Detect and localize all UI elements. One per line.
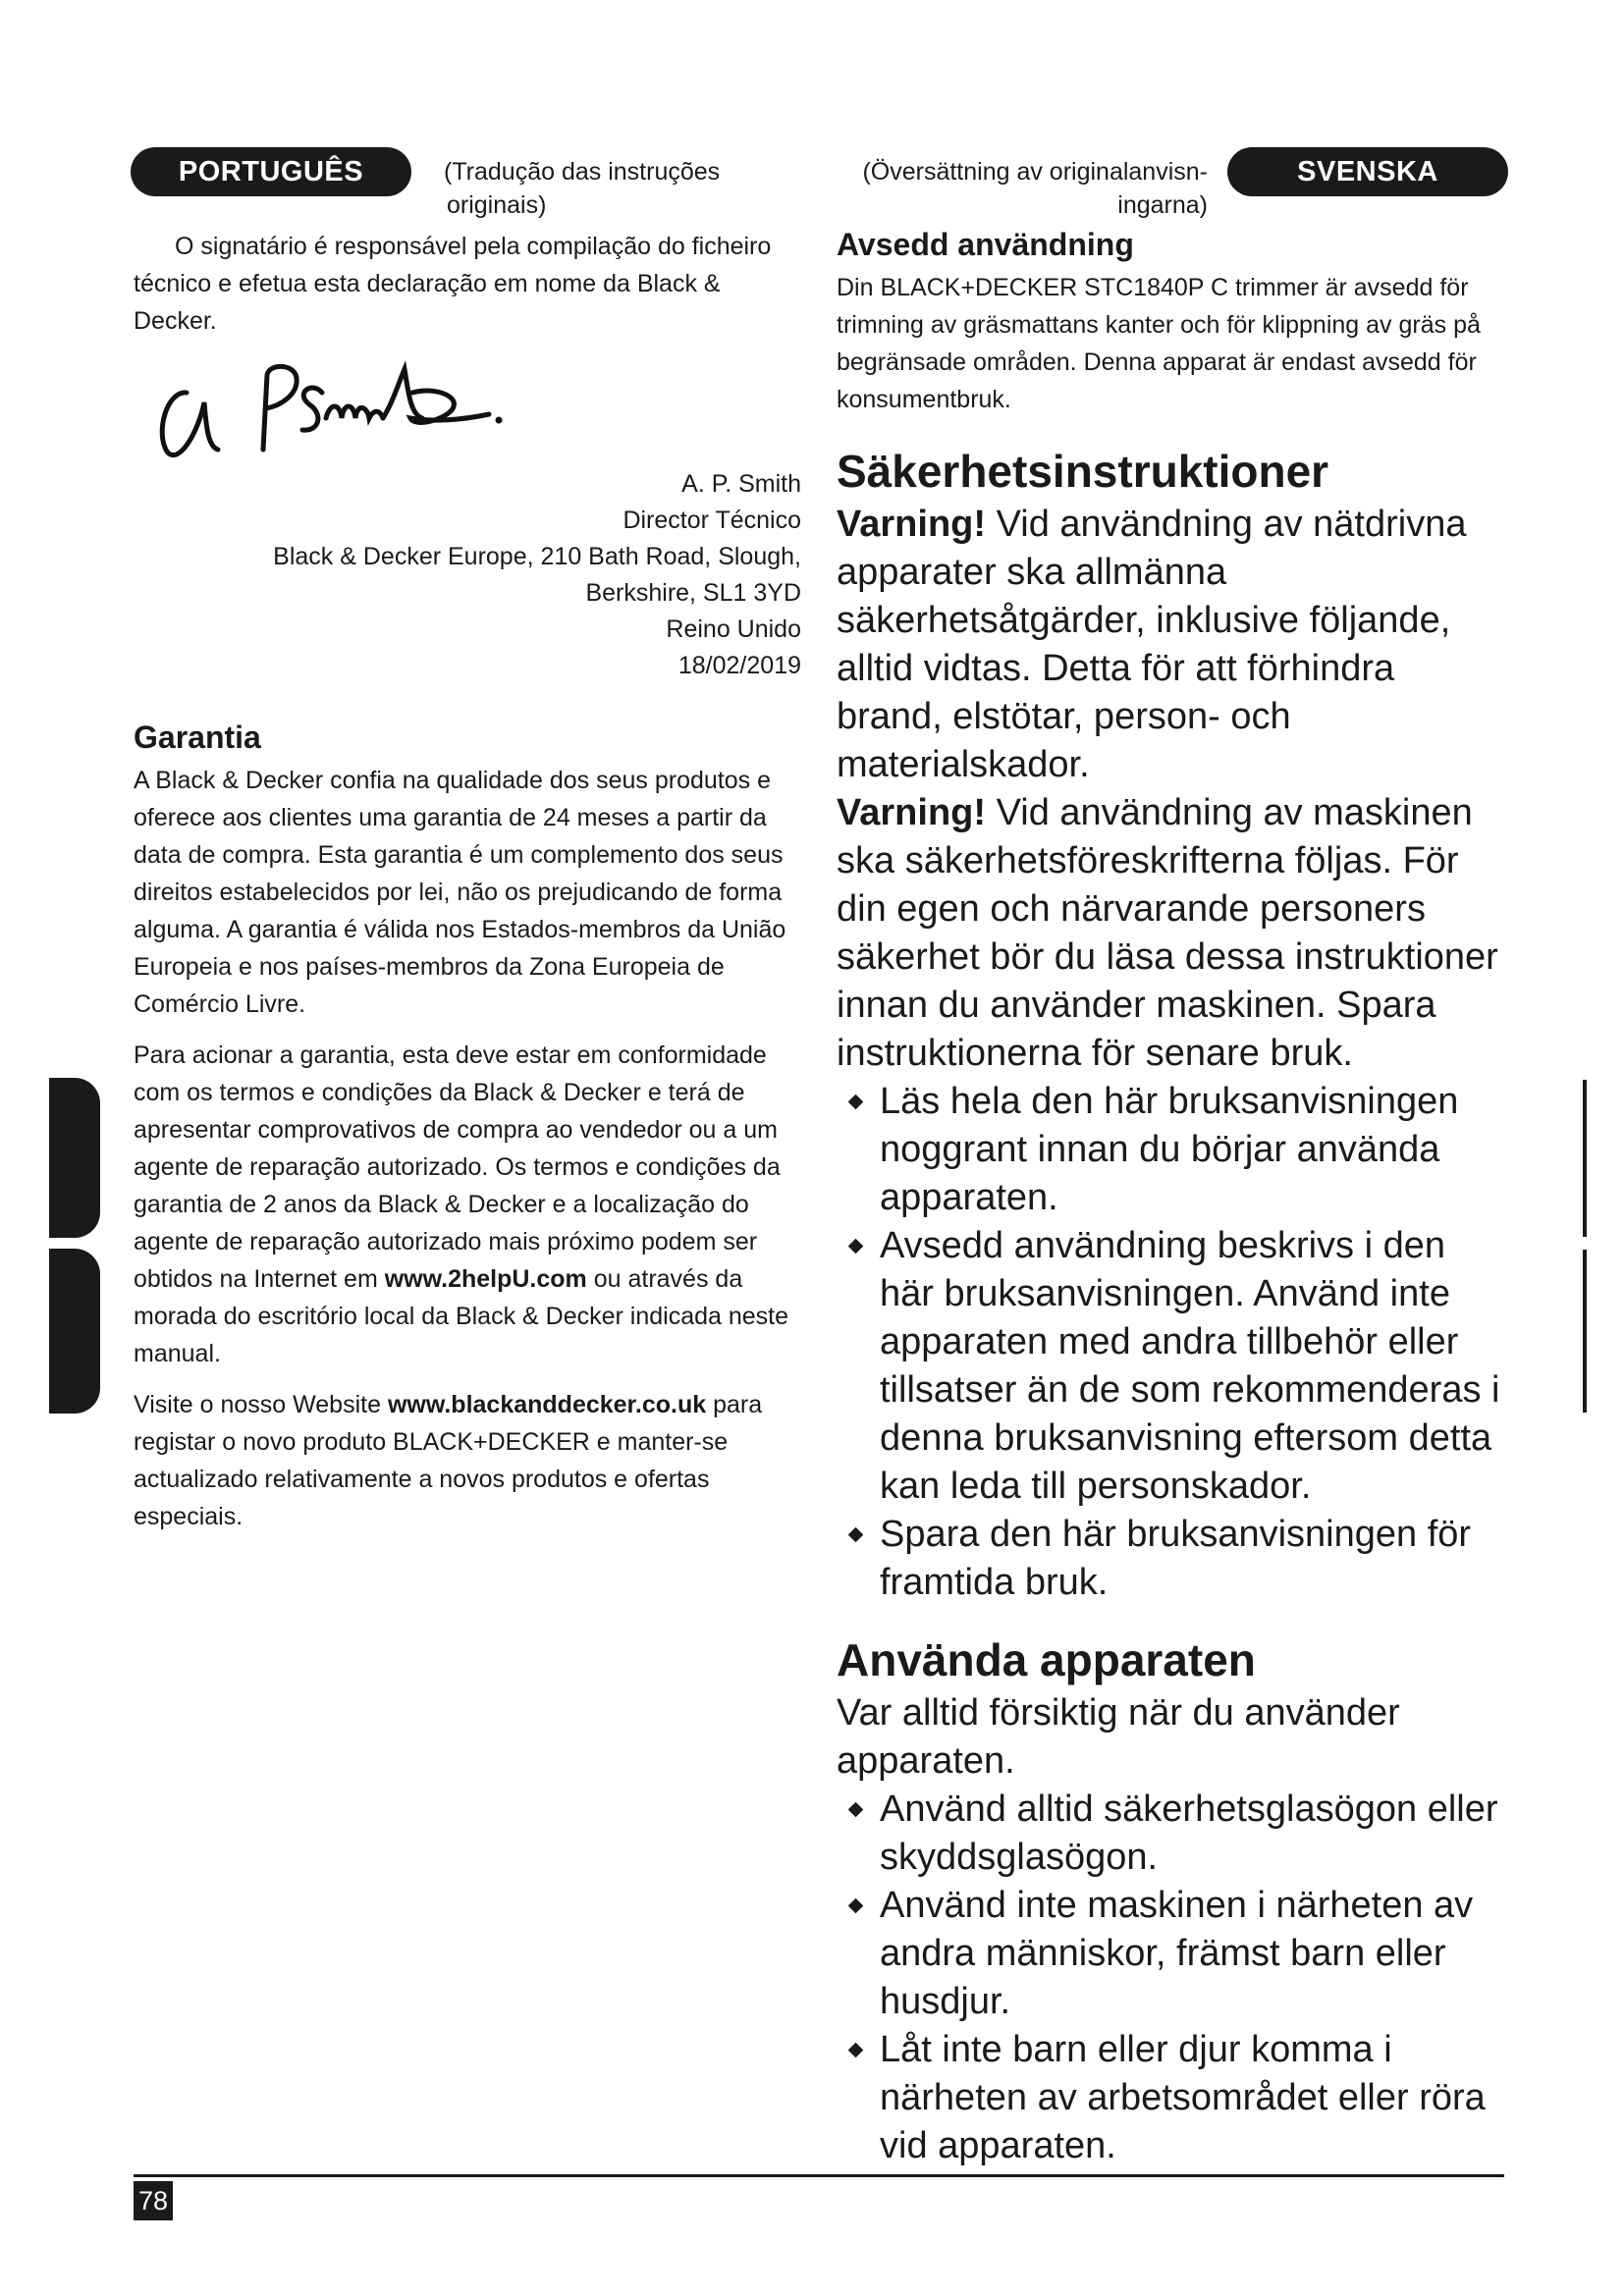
translation-note-portugues-line1: (Tradução das instruções: [444, 158, 721, 186]
right-column: [837, 224, 1504, 2170]
page-number-label: 78: [137, 2185, 169, 2216]
garantia-paragraph-2: [134, 1037, 801, 1372]
translation-note-svenska-line1: (Översättning av originalanvisn-: [862, 158, 1208, 186]
safety-bullet-list: [837, 1078, 1504, 1607]
safety-bullet-text: Avsedd användning beskrivs i den här bruksanvisningen. Använd inte apparaten med andra tillbehör eller tillsatser än de som rekommenderas i denna bruksanvisning eftersom detta kan leda till personskador.: [880, 1225, 1500, 1507]
use-bullet-text: Låt inte barn eller djur komma i närheten av arbetsområdet eller röra vid apparaten.: [880, 2029, 1486, 2166]
warning-paragraph-2: [837, 789, 1504, 1078]
signer-address-line2: Berkshire, SL1 3YD: [585, 579, 801, 607]
garantia-paragraph-3: [134, 1386, 801, 1535]
garantia-paragraph-2-text-b: ou através da morada do escritório local da Black & Decker indicada neste manual.: [134, 1265, 789, 1367]
safety-bullet: [837, 1078, 1504, 1222]
warning-label-2: Varning!: [837, 792, 987, 833]
translation-note-svenska-line2: ingarna): [1117, 191, 1208, 219]
translation-note-svenska: [835, 155, 1208, 222]
intended-use-text: Din BLACK+DECKER STC1840P C trimmer är avsedd för trimning av gräsmattans kanter och för klippning av gräs på begränsade områden. Denna apparat är endast avsedd för konsumentbruk.: [837, 274, 1481, 413]
diamond-bullet-icon: [848, 1239, 864, 1255]
using-appliance-intro: Var alltid försiktig när du använder apparaten.: [837, 1692, 1400, 1782]
warning-text-1: Vid användning av nätdrivna apparater ska allmänna säkerhetsåtgärder, inklusive följande, alltid vidtas. Detta för att förhindra brand, elstötar, person- och materialskador.: [837, 504, 1467, 785]
safety-bullet-text: Spara den här bruksanvisningen för framtida bruk.: [880, 1514, 1472, 1603]
language-badge-svenska: [1227, 147, 1508, 196]
signatory-statement: O signatário é responsável pela compilação do ficheiro técnico e efetua esta declaração em nome da Black & Decker.: [134, 233, 772, 335]
safety-bullet: [837, 1222, 1504, 1511]
diamond-bullet-icon: [848, 2043, 864, 2058]
warning-text-2: Vid användning av maskinen ska säkerhetsföreskrifterna följas. För din egen och närvarande personers säkerhet bör du läsa dessa instruktioner innan du använder maskinen. Spara instruktionerna för senare bruk.: [837, 792, 1498, 1074]
signer-date: 18/02/2019: [677, 652, 801, 679]
signer-address-line1: Black & Decker Europe, 210 Bath Road, Slough,: [273, 543, 801, 570]
garantia-link-website[interactable]: www.blackanddecker.co.uk: [387, 1391, 707, 1418]
edge-thumb-tab-upper: [49, 1078, 100, 1238]
using-appliance-heading: Använda apparaten: [837, 1634, 1256, 1685]
garantia-paragraph-1: A Black & Decker confia na qualidade dos seus produtos e oferece aos clientes uma garantia de 24 meses a partir da data de compra. Esta garantia é um complemento dos seus direitos estabelecidos por lei, não os prejudicando de forma alguma. A garantia é válida nos Estados-membros da União Europeia e nos países-membros da Zona Europeia de Comércio Livre.: [134, 767, 786, 1018]
page-number: [134, 2181, 173, 2220]
garantia-paragraph-2-text-a: Para acionar a garantia, esta deve estar em conformidade com os termos e condições da Black & Decker e terá de apresentar comprovativos de compra ao vendedor ou a um agente de reparação autorizado. Os termos e condições da garantia de 2 anos da Black & Decker e a localização do agente de reparação autorizado mais próximo podem ser obtidos na Internet em: [134, 1041, 781, 1293]
translation-note-portugues: [444, 155, 720, 222]
garantia-link-2helpu[interactable]: www.2helpU.com: [384, 1265, 587, 1293]
signer-country: Reino Unido: [666, 615, 801, 643]
diamond-bullet-icon: [848, 1527, 864, 1543]
left-column: [134, 228, 801, 340]
edge-thumb-tab-lower: [49, 1249, 100, 1414]
language-badge-portugues-label: PORTUGUÊS: [178, 155, 364, 187]
use-bullet-text: Använd inte maskinen i närheten av andra människor, främst barn eller husdjur.: [880, 1885, 1474, 2022]
signer-block: [134, 466, 801, 684]
use-bullet-list: [837, 1786, 1504, 2170]
edge-marker-upper: [1583, 1080, 1587, 1237]
handwritten-signature: [147, 324, 511, 471]
garantia-paragraph-3-text-a: Visite o nosso Website: [134, 1391, 388, 1418]
signer-name: A. P. Smith: [681, 470, 801, 498]
safety-instructions-heading: Säkerhetsinstruktioner: [837, 446, 1329, 497]
translation-note-portugues-line2: originais): [447, 191, 547, 219]
use-bullet-text: Använd alltid säkerhetsglasögon eller skyddsglasögon.: [880, 1789, 1498, 1878]
footer-rule: [134, 2174, 1504, 2177]
diamond-bullet-icon: [848, 1898, 864, 1914]
garantia-heading: Garantia: [134, 720, 261, 755]
safety-bullet: [837, 1511, 1504, 1607]
safety-bullet-text: Läs hela den här bruksanvisningen noggrant innan du börjar använda apparaten.: [880, 1081, 1459, 1218]
garantia-paragraph-3-text-b: para registar o novo produto BLACK+DECKER e manter-se actualizado relativamente a novos produtos e ofertas especiais.: [134, 1391, 763, 1530]
signer-title: Director Técnico: [623, 507, 801, 534]
language-badge-portugues: [131, 147, 411, 196]
use-bullet: [837, 1786, 1504, 1882]
diamond-bullet-icon: [848, 1802, 864, 1818]
warning-paragraph-1: [837, 501, 1504, 789]
intended-use-heading: Avsedd användning: [837, 227, 1134, 262]
language-badge-svenska-label: SVENSKA: [1297, 155, 1438, 187]
use-bullet: [837, 1882, 1504, 2026]
diamond-bullet-icon: [848, 1095, 864, 1110]
use-bullet: [837, 2026, 1504, 2170]
garantia-section: [134, 717, 801, 1549]
edge-marker-lower: [1583, 1250, 1587, 1413]
warning-label-1: Varning!: [837, 504, 987, 545]
